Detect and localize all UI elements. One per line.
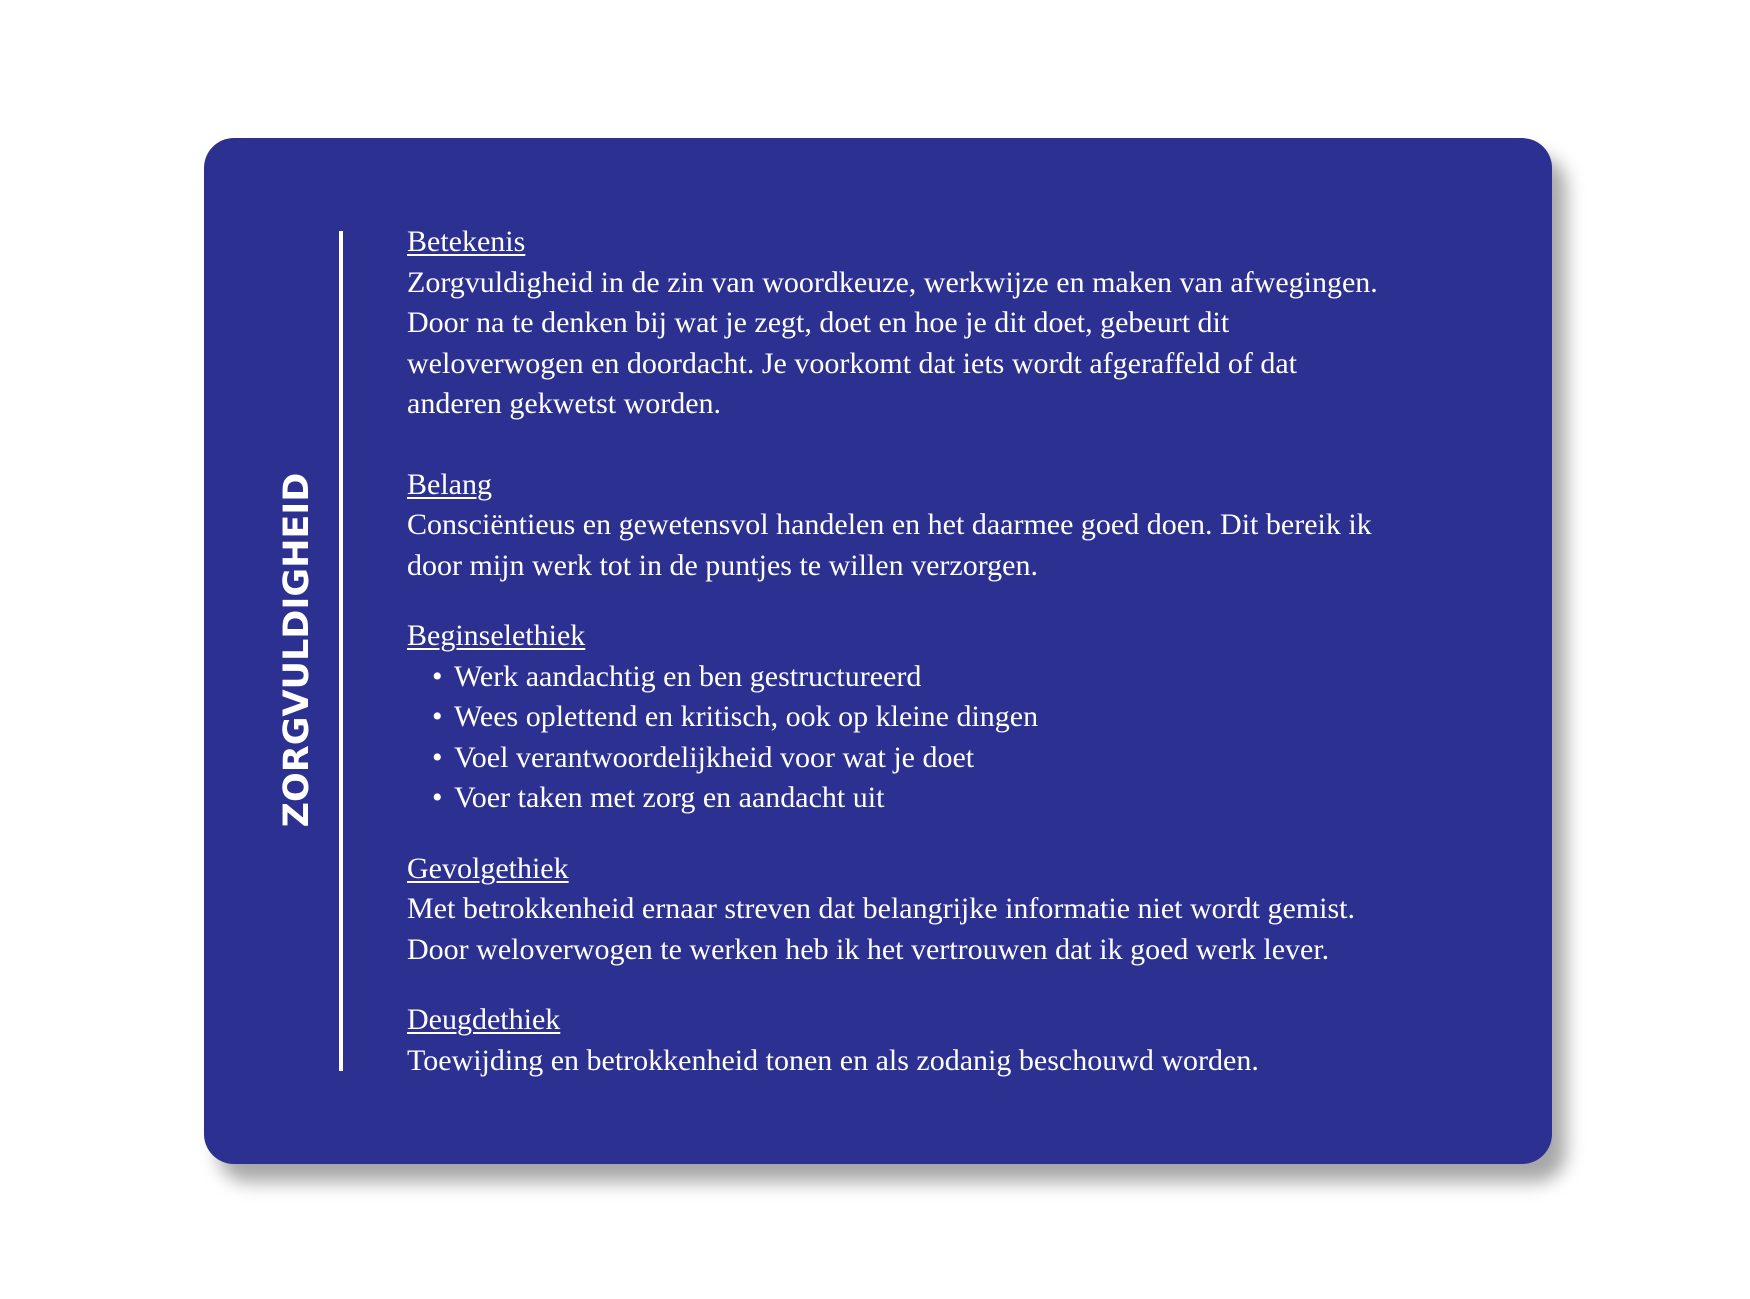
section-heading: Deugdethiek — [407, 1003, 561, 1036]
section-belang — [407, 465, 1487, 587]
bullet-list — [407, 657, 1487, 819]
section-heading: Gevolgethiek — [407, 851, 569, 885]
section-gevolgethiek — [407, 849, 1487, 971]
text-line: Door na te denken bij wat je zegt, doet en hoe je dit doet, gebeurt dit — [407, 306, 1230, 339]
list-item: • Voer taken met zorg en aandacht uit — [432, 778, 1487, 819]
section-heading: Belang — [407, 467, 492, 501]
list-item: • Werk aandachtig en ben gestructureerd — [432, 657, 1487, 698]
vertical-divider — [339, 231, 343, 1071]
card-title: ZORGVULDIGHEID — [277, 472, 317, 828]
list-item: • Voel verantwoordelijkheid voor wat je doet — [432, 738, 1487, 779]
section-deugdethiek — [407, 1000, 1487, 1081]
list-item: • Wees oplettend en kritisch, ook op kleine dingen — [432, 697, 1487, 738]
text-line: Met betrokkenheid ernaar streven dat belangrijke informatie niet wordt gemist. — [407, 892, 1356, 925]
section-beginselethiek — [407, 616, 1487, 819]
text-line: weloverwogen en doordacht. Je voorkomt dat iets wordt afgeraffeld of dat — [407, 346, 1297, 380]
section-betekenis — [407, 222, 1487, 425]
text-line: anderen gekwetst worden. — [407, 387, 722, 420]
text-line: door mijn werk tot in de puntjes te willen verzorgen. — [407, 548, 1038, 582]
text-line: Consciëntieus en gewetensvol handelen en het daarmee goed doen. Dit bereik ik — [407, 508, 1372, 541]
card-content — [407, 222, 1487, 1081]
text-line: Zorgvuldigheid in de zin van woordkeuze, werkwijze en maken van afwegingen. — [407, 265, 1378, 299]
text-line: Door weloverwogen te werken heb ik het vertrouwen dat ik goed werk lever. — [407, 932, 1330, 966]
section-heading: Betekenis — [407, 225, 526, 258]
text-line: Toewijding en betrokkenheid tonen en als zodanig beschouwd worden. — [407, 1043, 1259, 1077]
section-heading: Beginselethiek — [407, 619, 586, 652]
